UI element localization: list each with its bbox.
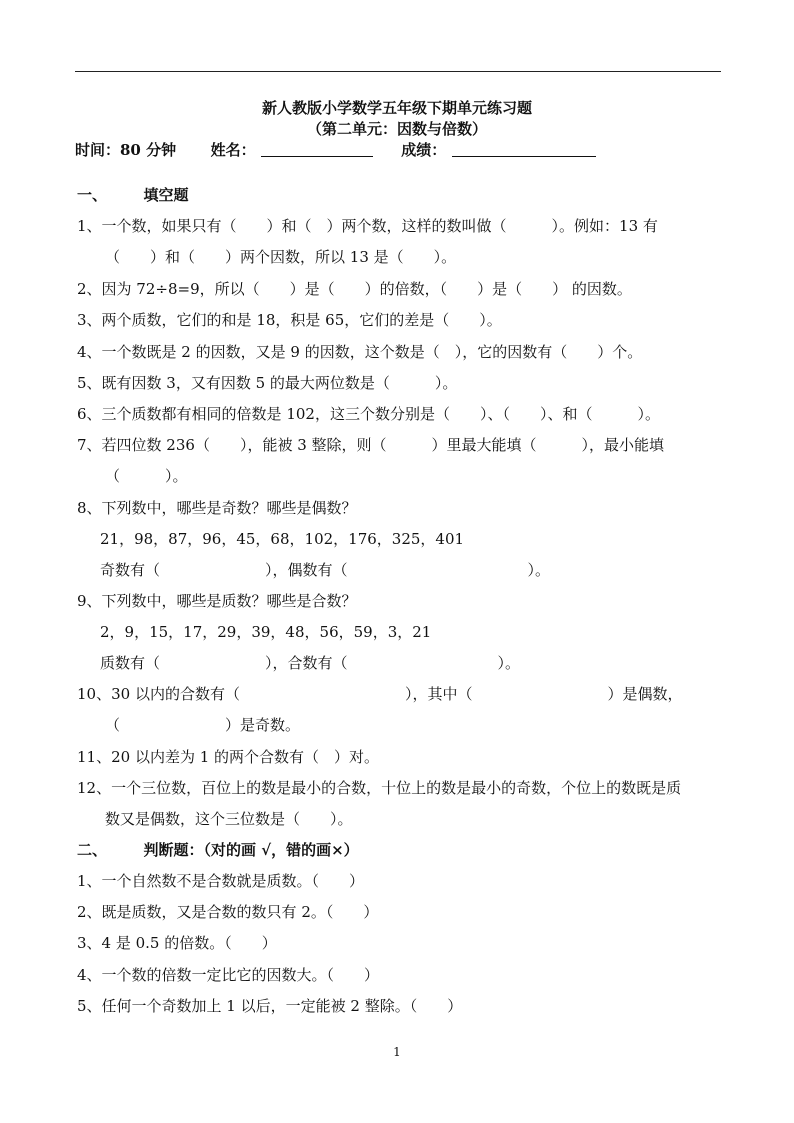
question-12-line-2: 数又是偶数，这个三位数是（ ）。 xyxy=(105,810,353,828)
score-blank[interactable] xyxy=(452,142,596,157)
page-title: 新人教版小学数学五年级下期单元练习题 xyxy=(261,99,532,117)
question-12-line-1: 12、一个三位数，百位上的数是最小的合数，十位上的数是最小的奇数，个位上的数既是质 xyxy=(77,779,682,797)
judgment-5: 5、任何一个奇数加上 1 以后，一定能被 2 整除。（ ） xyxy=(77,997,463,1015)
question-8-numbers: 21，98，87，96，45，68，102，176，325，401 xyxy=(100,530,465,548)
section2-title: 判断题：（对的画 √，错的画×） xyxy=(143,841,359,859)
question-1-line-1: 1、一个数，如果只有（ ）和（ ）两个数，这样的数叫做（ ）。例如：13 有 xyxy=(77,217,658,235)
question-7-line-1: 7、若四位数 236（ ），能被 3 整除，则（ ）里最大能填（ ），最小能填 xyxy=(77,436,665,454)
section1-heading xyxy=(77,185,189,205)
judgment-2: 2、既是质数，又是合数的数只有 2。（ ） xyxy=(77,903,379,921)
question-7-line-2: （ ）。 xyxy=(105,467,188,485)
section1-number: 一、 xyxy=(77,186,108,204)
score-label: 成绩： xyxy=(401,141,447,159)
question-9: 9、下列数中，哪些是质数？哪些是合数？ xyxy=(77,592,357,610)
question-8-answer: 奇数有（ ），偶数有（ ）。 xyxy=(100,561,551,579)
question-1-line-2: （ ）和（ ）两个因数，所以 13 是（ ）。 xyxy=(105,248,457,266)
question-8: 8、下列数中，哪些是奇数？哪些是偶数？ xyxy=(77,499,357,517)
time-label: 时间：80 分钟 xyxy=(75,141,177,159)
section2-number: 二、 xyxy=(77,841,108,859)
question-2: 2、因为 72÷8=9，所以（ ）是（ ）的倍数，（ ）是（ ） 的因数。 xyxy=(77,280,632,298)
header-rule xyxy=(75,71,721,72)
judgment-4: 4、一个数的倍数一定比它的因数大。（ ） xyxy=(77,966,380,984)
exam-info-row xyxy=(75,140,596,160)
name-blank[interactable] xyxy=(261,142,373,157)
judgment-3: 3、4 是 0.5 的倍数。（ ） xyxy=(77,934,277,952)
question-3: 3、两个质数，它们的和是 18，积是 65，它们的差是（ ）。 xyxy=(77,311,502,329)
question-9-numbers: 2，9，15，17，29，39，48，56，59，3，21 xyxy=(100,623,432,641)
section1-title: 填空题 xyxy=(143,186,189,204)
question-11: 11、20 以内差为 1 的两个合数有（ ）对。 xyxy=(77,748,380,766)
page-subtitle: （第二单元：因数与倍数） xyxy=(306,120,487,138)
question-6: 6、三个质数都有相同的倍数是 102，这三个数分别是（ ）、（ ）、和（ ）。 xyxy=(77,405,660,423)
section2-heading xyxy=(77,840,359,860)
question-9-answer: 质数有（ ），合数有（ ）。 xyxy=(100,654,521,672)
judgment-1: 1、一个自然数不是合数就是质数。（ ） xyxy=(77,872,365,890)
question-4: 4、一个数既是 2 的因数，又是 9 的因数，这个数是（ ），它的因数有（ ）个。 xyxy=(77,343,643,361)
question-10-line-2: （ ）是奇数。 xyxy=(105,716,301,734)
name-label: 姓名： xyxy=(210,141,256,159)
question-10-line-1: 10、30 以内的合数有（ ），其中（ ）是偶数， xyxy=(77,685,683,703)
question-5: 5、既有因数 3，又有因数 5 的最大两位数是（ ）。 xyxy=(77,374,458,392)
page-number: 1 xyxy=(393,1045,401,1059)
